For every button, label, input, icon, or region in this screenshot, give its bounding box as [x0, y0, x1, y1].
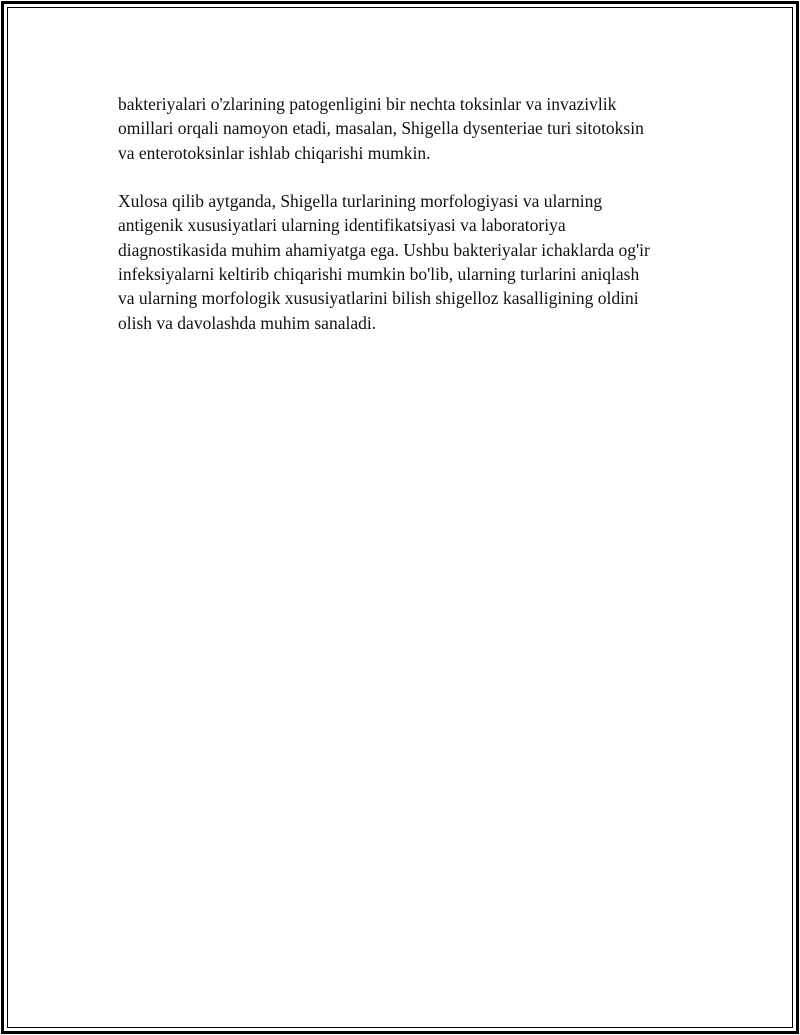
- paragraph-2: [118, 189, 693, 335]
- paragraph-1: [118, 92, 693, 165]
- document-body: [118, 92, 693, 335]
- text-line: va enterotoksinlar ishlab chiqarishi mumkin.: [118, 142, 431, 163]
- text-line: diagnostikasida muhim ahamiyatga ega. Ushbu bakteriyalar ichaklarda og'ir: [118, 239, 650, 260]
- text-line: olish va davolashda muhim sanaladi.: [118, 312, 377, 333]
- text-line: infeksiyalarni keltirib chiqarishi mumkin bo'lib, ularning turlarini aniqlash: [118, 264, 640, 285]
- text-line: bakteriyalari o'zlarining patogenligini bir nechta toksinlar va invazivlik: [118, 94, 617, 114]
- text-line: va ularning morfologik xususiyatlarini bilish shigelloz kasalligining oldini: [118, 288, 639, 309]
- text-line: antigenik xususiyatlari ularning identifikatsiyasi va laboratoriya: [118, 215, 566, 236]
- text-line: omillari orqali namoyon etadi, masalan, Shigella dysenteriae turi sitotoksin: [118, 118, 644, 139]
- text-line: Xulosa qilib aytganda, Shigella turlarining morfologiyasi va ularning: [118, 191, 603, 212]
